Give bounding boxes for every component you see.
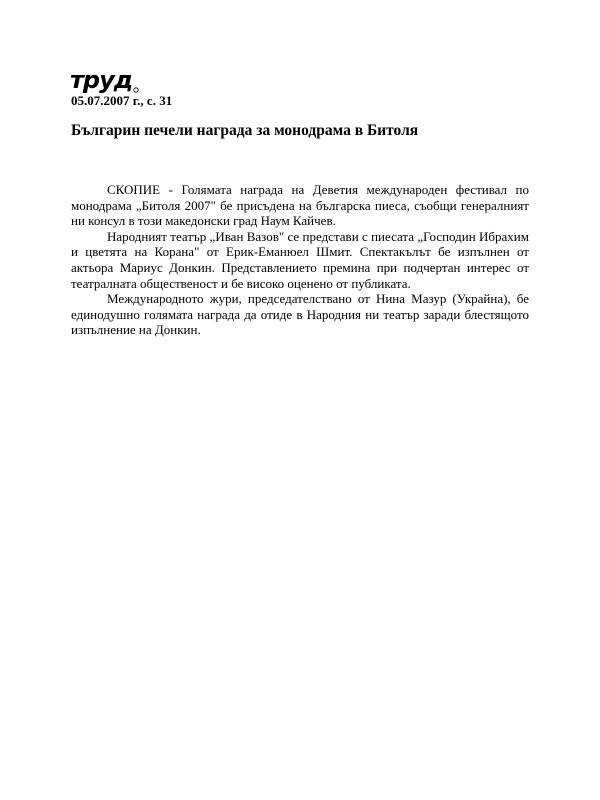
publication-date-page: 05.07.2007 г., с. 31 <box>71 93 173 108</box>
article-body <box>71 182 529 338</box>
article-paragraph: Международното жури, председателствано от Нина Мазур (Украйна), бе единодушно голямата награда да отиде в Народния ни театър заради блестящото изпълнение на Донкин. <box>71 291 529 338</box>
article-paragraph: СКОПИЕ - Голямата награда на Деветия международен фестивал по монодрама „Битоля 2007" бе присъдена на българска пиеса, съобщи генералният ни консул в този македонски град Наум Кайчев. <box>71 182 529 229</box>
logo-text: труд <box>70 66 133 94</box>
article-paragraph: Народният театър „Иван Вазов" се представи с пиесата „Господин Ибрахим и цветята на Корана" от Ерик-Еманюел Шмит. Спектакълът бе изпълнен от актьора Мариус Донкин. Представлението премина при подчертан интерес от театралната общественост и бе високо оценено от публиката. <box>71 228 529 291</box>
trud-newspaper-logo <box>70 66 142 94</box>
logo-registered-mark <box>134 88 138 92</box>
article-title: Българин печели награда за монодрама в Битоля <box>71 122 419 139</box>
